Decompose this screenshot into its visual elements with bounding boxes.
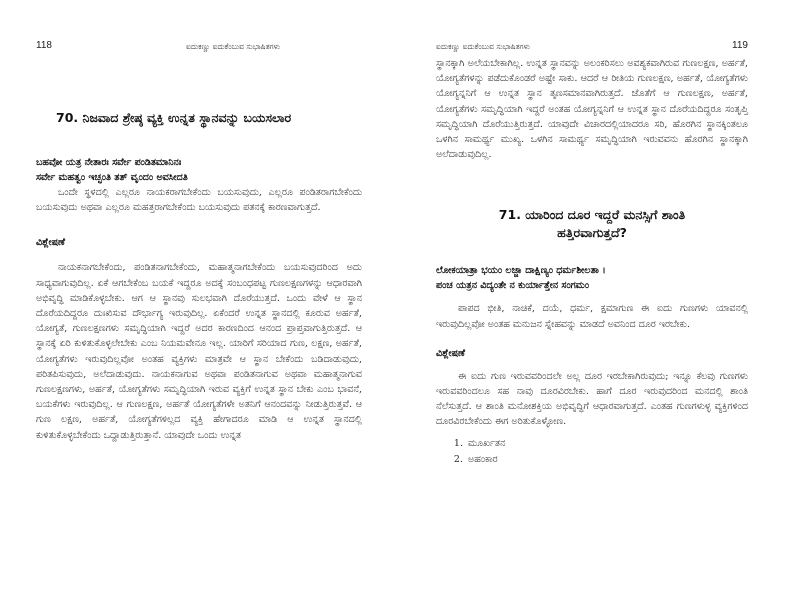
chapter-title: 70. ನಿಜವಾದ ಶ್ರೇಷ್ಠ ವ್ಯಕ್ತಿ ಉನ್ನತ ಸ್ಥಾನವನ್ನು ಬಯಸಲಾರ [56,110,292,125]
verse-line-2: ಸರ್ವೇ ಮಹತ್ವಂ ಇಚ್ಛಂತಿ ತತ್ ವೃಂದಂ ಅವಸೀದತಿ [36,171,188,183]
body-paragraph: ಈ ಐದು ಗುಣ ಇರುವವರಿಂದಲೇ ಅಲ್ಲ ದೂರ ಇರಬೇಕಾಗಿರುವುದು; ಇನ್ನೂ ಕೆಲವು ಗುಣಗಳು ಇರುವವರಿಂದಲೂ ಸಹ ನಾವು ದೂರವಿರಬೇಕು. ಹಾಗೆ ದೂರ ಇರುವುದರಿಂದ ಮನದಲ್ಲಿ ಶಾಂತಿ ನೆಲೆಸುತ್ತದೆ. ಆ ಶಾಂತಿ ಮನೋಶಕ್ತಿಯ ಅಭಿವೃದ್ಧಿಗೆ ಆಧಾರವಾಗುತ್ತದೆ. ಎಂತಹ ಗುಣಗಳುಳ್ಳ ವ್ಯಕ್ತಿಗಳಿಂದ ದೂರವಿರಬೇಕೆಂದು ಈಗ ಅರಿತುಕೊಳ್ಳೋಣ. [436,370,748,428]
intro-paragraph: ಪಾಪದ ಭೀತಿ, ನಾಚಿಕೆ, ದಯೆ, ಧರ್ಮ, ಕ್ಷಮಾಗುಣ ಈ ಐದು ಗುಣಗಳು ಯಾವನಲ್ಲಿ ಇರುವುದಿಲ್ಲವೋ ಅಂತಹ ಮನುಜನ ಸ್ನೇಹವನ್ನು ಮಾಡದೆ ಅವನಿಂದ ದೂರ ಇರಬೇಕು. [436,303,748,330]
chapter-title-line-1: 71. ಯಾರಿಂದ ದೂರ ಇದ್ದರೆ ಮನಸ್ಸಿಗೆ ಶಾಂತಿ [498,207,686,223]
sanskrit-verse [436,264,748,293]
list-item: 1. ಮೂರ್ಖತನ [466,436,748,452]
running-title: ಐದುಕಣ್ಣು ಐದುಕೆಂಬುವ ಸುಭಾಷಿತಗಳು [186,42,281,51]
page-number: 118 [36,40,52,51]
right-page [394,0,788,600]
section-heading: ವಿಶ್ಲೇಷಣೆ [36,237,65,249]
chapter-title [436,206,748,242]
running-header [436,36,748,56]
running-title: ಐದುಕಣ್ಣು ಐದುಕೆಂಬುವ ಸುಭಾಷಿತಗಳು [436,42,531,51]
continued-paragraph: ಸ್ಥಾನಕ್ಕಾಗಿ ಅಲೆಯಬೇಕಾಗಿಲ್ಲ. ಉನ್ನತ ಸ್ಥಾನವನ್ನು ಅಲಂಕರಿಸಲು ಅವಶ್ಯಕವಾಗಿರುವ ಗುಣಲಕ್ಷಣ, ಅರ್ಹತೆ, ಯೋಗ್ಯತೆಗಳನ್ನು ಪಡೆದುಕೊಂಡರೆ ಅಷ್ಟೇ ಸಾಕು. ಆದರೆ ಆ ರೀತಿಯ ಗುಣಲಕ್ಷಣ, ಅರ್ಹತೆ, ಯೋಗ್ಯತೆಗಳು ಯೋಗ್ಯನ್ನನಿಗೆ ಆ ಉನ್ನತ ಸ್ಥಾನ ತೃಣಸಮಾನವಾಗಿರುತ್ತದೆ. ಜೊತೆಗೆ ಆ ಗುಣಲಕ್ಷಣ, ಅರ್ಹತೆ, ಯೋಗ್ಯತೆಗಳು ಸಮೃದ್ಧಿಯಾಗಿ ಇದ್ದರೆ ಅಂತಹ ಯೋಗ್ಯನ್ನನಿಗೆ ಆ ಉನ್ನತ ಸ್ಥಾನ ದೊರೆಯದಿದ್ದರೂ ಸಂತೃಪ್ತಿ ಸಮೃದ್ಧಿಯಾಗಿ ದೊರೆಯುತ್ತಿರುತ್ತದೆ. ಯಾವುದೇ ವಿಚಾರದಲ್ಲಿಯಾದರೂ ಸರಿ, ಹೊರಗಿನ ಸ್ಥಾನಕ್ಕಿಂತಲೂ ಒಳಗಿನ ಸಾಮರ್ಥ್ಯ ಮುಖ್ಯ. ಒಳಗಿನ ಸಾಮರ್ಥ್ಯ ಸಮೃದ್ಧಿಯಾಗಿ ಇರುವವನು ಹೊರಗಿನ ಸ್ಥಾನಕ್ಕಾಗಿ ಅಲೆದಾಡುವುದಿಲ್ಲ. [436,58,748,161]
running-header [36,36,362,56]
list-item: 2. ಅಹಂಕಾರ [466,452,748,468]
verse-line-2: ಪಂಚ ಯತ್ರನ ವಿದ್ಯಂತೇ ನ ಕುರ್ಯಾತ್ತೇನ ಸಂಗಮಂ [436,279,590,291]
numbered-list [436,436,748,468]
section-heading: ವಿಶ್ಲೇಷಣೆ [436,347,465,359]
body-paragraph: ನಾಯಕನಾಗಬೇಕೆಂದು, ಪಂಡಿತನಾಗಬೇಕೆಂದು, ಮಹಾತ್ಮನಾಗಬೇಕೆಂದು ಬಯಸುವುದರಿಂದ ಅದು ಸಾಧ್ಯವಾಗುವುದಿಲ್ಲ. ಏಕೆ ಆಗಬೇಕೆಂಬ ಬಯಕೆ ಇದ್ದರೂ ಅದಕ್ಕೆ ಸಂಬಂಧಪಟ್ಟ ಗುಣಲಕ್ಷಣಗಳನ್ನು ಆಧಾರವಾಗಿ ಅಭಿವೃದ್ಧಿ ಮಾಡಿಕೊಳ್ಳಬೇಕು. ಆಗ ಆ ಸ್ಥಾನವು ಸುಲಭವಾಗಿ ದೊರೆಯುತ್ತದೆ. ಒಂದು ವೇಳೆ ಆ ಸ್ಥಾನ ದೊರೆಯದಿದ್ದರೂ ದುಃಖಿಸುವ ದೌರ್ಭಾಗ್ಯ ಇರುವುದಿಲ್ಲ. ಏಕೆಂದರೆ ಉನ್ನತ ಸ್ಥಾನದಲ್ಲಿ ಕೂರುವ ಅರ್ಹತೆ, ಯೋಗ್ಯತೆ, ಗುಣಲಕ್ಷಣಗಳು ಸಮೃದ್ಧಿಯಾಗಿ ಇದ್ದರೆ ಅದರ ಕಾರಣದಿಂದ ಆನಂದ ಪ್ರಾಪ್ತವಾಗುತ್ತಿರುತ್ತದೆ. ಆ ಸ್ಥಾನಕ್ಕೆ ಏರಿ ಕುಳಿತುಕೊಳ್ಳಲೇಬೇಕು ಎಂಬ ನಿಯಮವೇನೂ ಇಲ್ಲ. ಯಾರಿಗೆ ಸರಿಯಾದ ಗುಣ, ಲಕ್ಷಣ, ಅರ್ಹತೆ, ಯೋಗ್ಯತೆಗಳು ಇರುವುದಿಲ್ಲವೋ ಅಂತಹ ವ್ಯಕ್ತಿಗಳು ಮಾತ್ರವೇ ಆ ಸ್ಥಾನ ಬೇಕೆಂದು ಬಡಿದಾಡುವುದು, ಪರಿತಪಿಸುವುದು, ಅಲೆದಾಡುವುದು. ನಾಯಕನಾಗುವ ಅಥವಾ ಪಂಡಿತನಾಗುವ ಅಥವಾ ಮಹಾತ್ಮನಾಗುವ ಗುಣಲಕ್ಷಣಗಳು, ಅರ್ಹತೆ, ಯೋಗ್ಯತೆಗಳು ಸಮೃದ್ಧಿಯಾಗಿ ಇರುವ ವ್ಯಕ್ತಿಗೆ ಉನ್ನತ ಸ್ಥಾನ ಬೇಕು ಎಂಬ ಭಾವನೆ, ಬಯಕೆಗಳು ಇರುವುದಿಲ್ಲ. ಆ ಗುಣಲಕ್ಷಣ, ಅರ್ಹತೆ ಯೋಗ್ಯತೆಗಳೇ ಅತನಿಗೆ ಆನಂದವನ್ನು ನೀಡುತ್ತಿರುತ್ತವೆ. ಆ ಗುಣ ಲಕ್ಷಣ, ಅರ್ಹತೆ, ಯೋಗ್ಯತೆಗಳಿಲ್ಲದ ವ್ಯಕ್ತಿ ಹೇಗಾದರೂ ಮಾಡಿ ಆ ಉನ್ನತ ಸ್ಥಾನದಲ್ಲಿ ಕುಳಿತುಕೊಳ್ಳಬೇಕೆಂದು ಒದ್ದಾಡುತ್ತಿರುತ್ತಾನೆ. ಯಾವುದೇ ಒಂದು ಉನ್ನತ [36,262,362,441]
page-number: 119 [732,40,748,51]
verse-line-1: ಬಹವೋ ಯತ್ರ ನೇತಾರಃ ಸರ್ವೇ ಪಂಡಿತಮಾನಿನಃ [36,157,182,168]
sanskrit-verse [36,156,362,185]
chapter-title-line-2: ಹತ್ತಿರವಾಗುತ್ತದೆ? [557,225,627,241]
verse-line-1: ಲೋಕಯಾತ್ರಾ ಭಯಂ ಲಜ್ಜಾ ದಾಕ್ಷಿಣ್ಯಂ ಧರ್ಮಶೀಲತಾ । [436,265,606,277]
intro-paragraph: ಒಂದೇ ಸ್ಥಳದಲ್ಲಿ ಎಲ್ಲರೂ ನಾಯಕರಾಗಬೇಕೆಂದು ಬಯಸುವುದು, ಎಲ್ಲರೂ ಪಂಡಿತರಾಗಬೇಕೆಂದು ಬಯಸುವುದು ಅಥವಾ ಎಲ್ಲರೂ ಮಹತ್ತರಾಗಬೇಕೆಂದು ಬಯಸುವುದು ಪತನಕ್ಕೆ ಕಾರಣವಾಗುತ್ತದೆ. [36,187,362,214]
